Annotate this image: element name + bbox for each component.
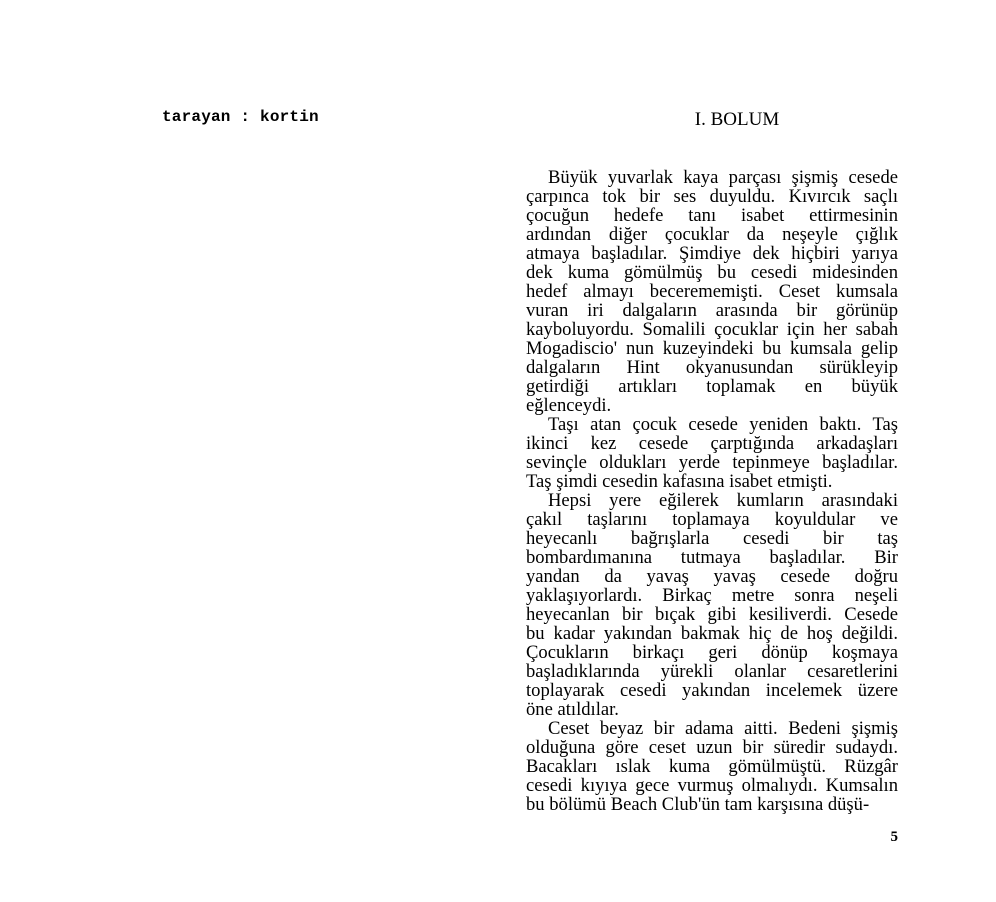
text-line: vuran iri dalgaların arasında bir görünüp [526, 300, 898, 321]
chapter-body [526, 168, 898, 814]
text-line: ikinci kez cesede çarptığında arkadaşları [526, 433, 898, 454]
text-line: eğlenceydi. [526, 395, 612, 416]
paragraph [526, 491, 898, 719]
text-line: heyecanlı bağrışlarla cesedi bir taş [526, 528, 898, 549]
text-line: sevinçle oldukları yerde tepinmeye başladılar. [526, 452, 898, 473]
text-line: Büyük yuvarlak kaya parçası şişmiş cesede [548, 167, 898, 188]
text-line: bu kadar yakından bakmak hiç de hoş değildi. [526, 623, 898, 644]
text-line: öne atıldılar. [526, 699, 619, 720]
text-line: bu bölümü Beach Club'ün tam karşısına düşü- [526, 794, 870, 815]
text-line: dek kuma gömülmüş bu cesedi midesinden [526, 262, 898, 283]
scanner-credit: tarayan : kortin [162, 108, 319, 126]
text-line: cesedi kıyıya gece vurmuş olmalıydı. Kumsalın [526, 775, 898, 796]
text-line: çocuğun hedefe tanı isabet ettirmesinin [526, 205, 898, 226]
text-line: Çocukların birkaçı geri dönüp koşmaya [526, 642, 898, 663]
text-line: ardından diğer çocuklar da neşeyle çığlık [526, 224, 898, 245]
text-line: Hepsi yere eğilerek kumların arasındaki [548, 490, 898, 511]
text-line: başladıklarında yürekli olanlar cesaretlerini [526, 661, 898, 682]
paragraph [526, 719, 898, 814]
text-line: hedef almayı becerememişti. Ceset kumsala [526, 281, 898, 302]
text-line: atmaya başladılar. Şimdiye dek hiçbiri yarıya [526, 243, 898, 264]
text-line: çakıl taşlarını toplamaya koyuldular ve [526, 509, 898, 530]
text-line: heyecanlan bir bıçak gibi kesiliverdi. Cesede [526, 604, 898, 625]
page-number: 5 [890, 829, 898, 845]
text-line: Ceset beyaz bir adama aitti. Bedeni şişmiş [548, 718, 898, 739]
text-line: Mogadiscio' nun kuzeyindeki bu kumsala gelip [526, 338, 898, 359]
paragraph [526, 415, 898, 491]
text-line: dalgaların Hint okyanusundan sürükleyip [526, 357, 898, 378]
text-line: Taşı atan çocuk cesede yeniden baktı. Taş [548, 414, 898, 435]
text-line: çarpınca tok bir ses duyuldu. Kıvırcık saçlı [526, 186, 898, 207]
text-line: yaklaşıyorlardı. Birkaç metre sonra neşeli [526, 585, 898, 606]
text-line: bombardımanına tutmaya başladılar. Bir [526, 547, 898, 568]
text-line: yandan da yavaş yavaş cesede doğru [526, 566, 898, 587]
text-line: olduğuna göre ceset uzun bir süredir sudaydı. [526, 737, 898, 758]
text-line: toplayarak cesedi yakından incelemek üzere [526, 680, 898, 701]
chapter-title: I. BOLUM [694, 109, 780, 130]
text-line: Taş şimdi cesedin kafasına isabet etmişti. [526, 471, 833, 492]
paragraph [526, 168, 898, 415]
text-line: getirdiği artıkları toplamak en büyük [526, 376, 898, 397]
text-line: kayboluyordu. Somalili çocuklar için her sabah [526, 319, 898, 340]
text-line: Bacakları ıslak kuma gömülmüştü. Rüzgâr [526, 756, 898, 777]
